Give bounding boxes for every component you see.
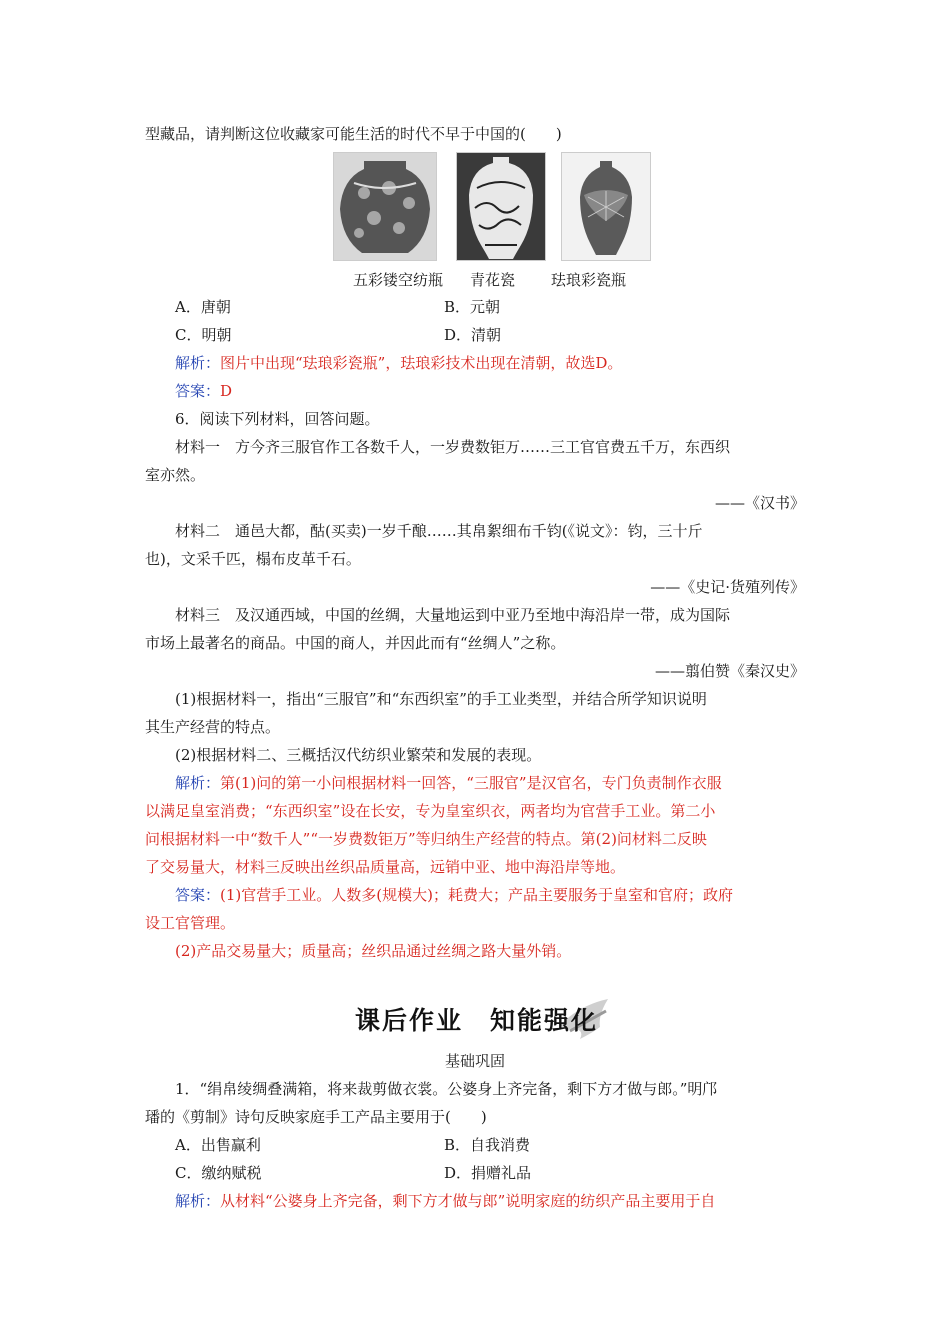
- section-banner: [355, 995, 615, 1039]
- enamel-vase-icon: [562, 153, 650, 260]
- analysis-text: 从材料“公婆身上齐完备，剩下方才做与郎”说明家庭的纺织产品主要用于自: [220, 1192, 716, 1210]
- sub-question-1-line-1: (1)根据材料一，指出“三服官”和“东西织室”的手工业类型，并结合所学知识说明: [175, 690, 707, 708]
- answer-label: 答案：: [175, 886, 221, 904]
- material-3-source: ——翦伯赞《秦汉史》: [654, 662, 805, 680]
- q1-option-b: B．自我消费: [444, 1136, 531, 1154]
- analysis-label: 解析：: [175, 354, 221, 372]
- section-title: 课后作业 知能强化: [355, 1006, 599, 1035]
- sub-question-1-line-2: 其生产经营的特点。: [145, 718, 281, 736]
- material-1-source: ——《汉书》: [714, 494, 805, 512]
- analysis-label: 解析：: [175, 774, 221, 792]
- caption-jar-vase: 五彩镂空纺瓶: [353, 271, 444, 289]
- q5-answer: [175, 381, 232, 401]
- enamel-vase-image: [561, 152, 651, 261]
- q6-analysis-line-1: [175, 773, 722, 793]
- answer-text: (1)官营手工业。人数多(规模大)；耗费大；产品主要服务于皇室和官府；政府: [220, 886, 733, 904]
- analysis-text: 图片中出现“珐琅彩瓷瓶”，珐琅彩技术出现在清朝，故选D。: [220, 354, 623, 372]
- material-2-line-1: 材料二 通邑大都，酤(买卖)一岁千酿……其帛絮细布千钧(《说文》：钧，三十斤: [175, 522, 703, 540]
- q1-analysis: [175, 1191, 715, 1211]
- question-6-stem: 6．阅读下列材料，回答问题。: [175, 410, 380, 428]
- question-5-intro: 型藏品，请判断这位收藏家可能生活的时代不早于中国的( ): [145, 125, 562, 143]
- blue-white-vase-image: [456, 152, 546, 261]
- option-d: D．清朝: [444, 326, 502, 344]
- sub-question-2: (2)根据材料二、三概括汉代纺织业繁荣和发展的表现。: [175, 746, 542, 764]
- q6-answer-line-2: 设工官管理。: [145, 914, 236, 932]
- material-3-line-2: 市场上最著名的商品。中国的商人，并因此而有“丝绸人”之称。: [145, 634, 566, 652]
- q1-option-d: D．捐赠礼品: [444, 1164, 532, 1182]
- material-2-source: ——《史记·货殖列传》: [650, 578, 805, 596]
- analysis-label: 解析：: [175, 1192, 221, 1210]
- q1-option-a: A．出售赢利: [175, 1136, 261, 1154]
- q6-answer-line-1: [175, 885, 733, 905]
- q1-option-c: C．缴纳赋税: [175, 1164, 262, 1182]
- analysis-text: 第(1)问的第一小问根据材料一回答，“三服官”是汉官名，专门负责制作衣服: [220, 774, 722, 792]
- q6-analysis-line-4: 了交易量大，材料三反映出丝织品质量高，远销中亚、地中海沿岸等地。: [145, 858, 626, 876]
- option-a: A．唐朝: [175, 298, 231, 316]
- q6-answer-line-3: (2)产品交易量大；质量高；丝织品通过丝绸之路大量外销。: [175, 942, 572, 960]
- q5-analysis: [175, 353, 622, 373]
- answer-text: D: [220, 382, 233, 400]
- jar-vase-icon: [334, 153, 436, 260]
- q6-analysis-line-2: 以满足皇室消费；“东西织室”设在长安，专为皇室织衣，两者均为官营手工业。第二小: [145, 802, 716, 820]
- material-1-line-1: 材料一 方今齐三服官作工各数千人，一岁费数钜万……三工官官费五千万，东西织: [175, 438, 731, 456]
- section-subtitle: 基础巩固: [445, 1052, 506, 1070]
- q6-analysis-line-3: 问根据材料一中“数千人”“一岁费数钜万”等归纳生产经营的特点。第(2)问材料二反映: [145, 830, 707, 848]
- caption-blue-white: 青花瓷: [470, 271, 516, 289]
- blue-white-vase-icon: [457, 153, 545, 260]
- material-3-line-1: 材料三 及汉通西域，中国的丝绸，大量地运到中亚乃至地中海沿岸一带，成为国际: [175, 606, 731, 624]
- option-c: C．明朝: [175, 326, 232, 344]
- answer-label: 答案：: [175, 382, 221, 400]
- question-1-line-2: 璠的《剪制》诗句反映家庭手工产品主要用于( ): [145, 1108, 487, 1126]
- jar-vase-image: [333, 152, 437, 261]
- option-b: B．元朝: [444, 298, 501, 316]
- caption-enamel-vase: 珐琅彩瓷瓶: [551, 271, 627, 289]
- material-2-line-2: 也)，文采千匹，榻布皮革千石。: [145, 550, 361, 568]
- material-1-line-2: 室亦然。: [145, 466, 206, 484]
- question-1-line-1: 1．“绢帛绫绸叠满箱，将来裁剪做衣裳。公婆身上齐完备，剩下方才做与郎。”明邝: [175, 1080, 718, 1098]
